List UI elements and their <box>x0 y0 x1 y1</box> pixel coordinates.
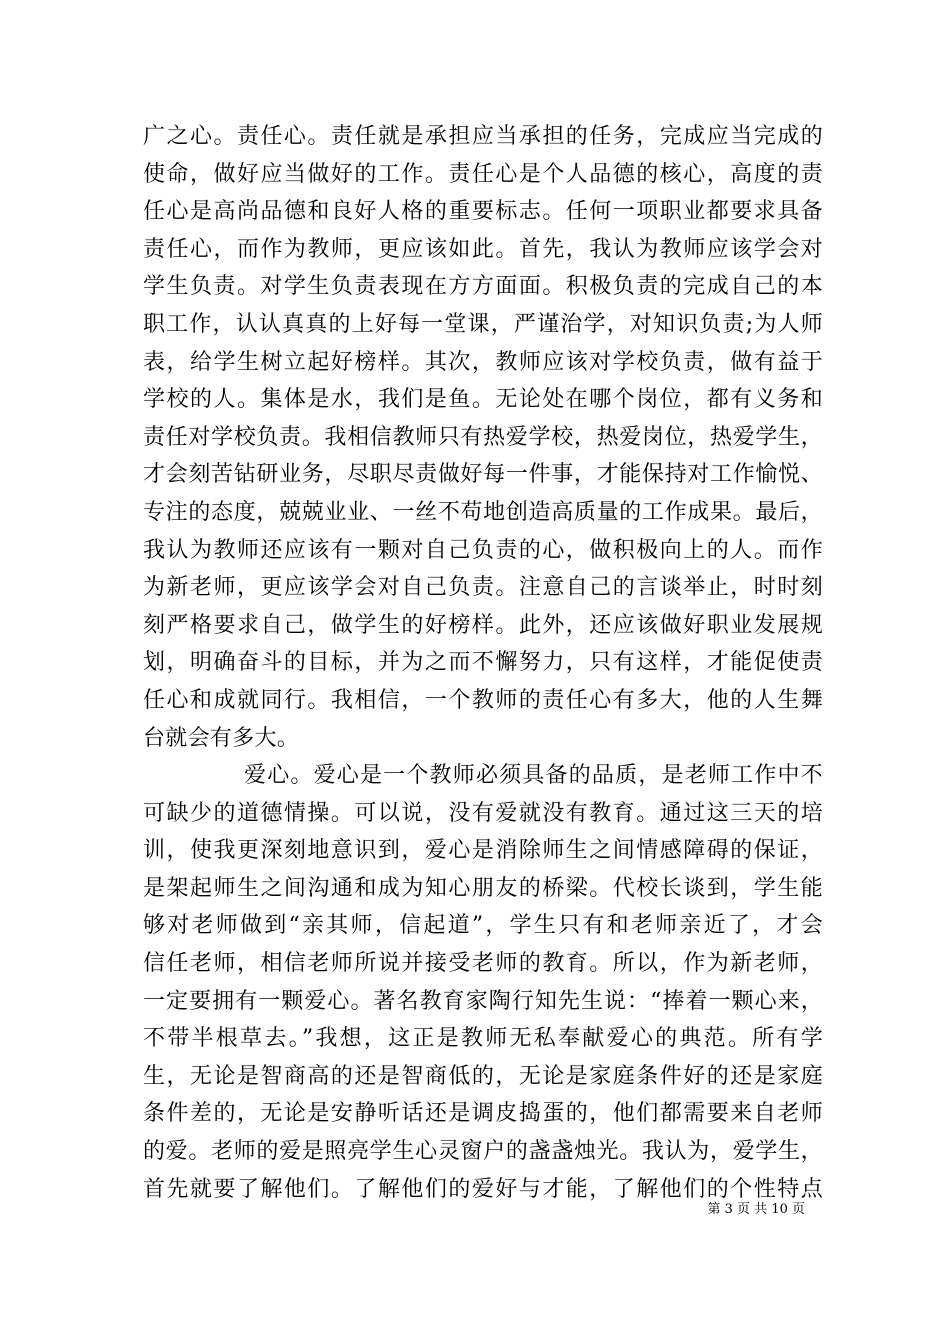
text-line: 首先就要了解他们。了解他们的爱好与才能，了解他们的个性特点 <box>143 1176 823 1202</box>
text-line: 够对老师做到“亲其师，信起道”，学生只有和老师亲近了，才会 <box>143 913 823 939</box>
text-line: 表，给学生树立起好榜样。其次，教师应该对学校负责，做有益于 <box>143 349 823 375</box>
text-line: 是架起师生之间沟通和成为知心朋友的桥梁。代校长谈到，学生能 <box>143 875 823 901</box>
document-body <box>143 118 823 1208</box>
text-line: 划，明确奋斗的目标，并为之而不懈努力，只有这样，才能促使责 <box>143 650 823 676</box>
text-line: 条件差的，无论是安静听话还是调皮捣蛋的，他们都需要来自老师 <box>143 1101 823 1127</box>
text-line: 专注的态度，兢兢业业、一丝不苟地创造高质量的工作成果。最后， <box>143 499 823 525</box>
text-line: 才会刻苦钻研业务，尽职尽责做好每一件事，才能保持对工作愉悦、 <box>143 462 823 488</box>
page-footer <box>0 1201 950 1219</box>
paragraph-love <box>143 757 823 1208</box>
text-line: 责任心，而作为教师，更应该如此。首先，我认为教师应该学会对 <box>143 236 823 262</box>
text-line: 一定要拥有一颗爱心。著名教育家陶行知先生说：“捧着一颗心来， <box>143 988 823 1014</box>
text-line: 信任老师，相信老师所说并接受老师的教育。所以，作为新老师， <box>143 951 823 977</box>
text-line: 我认为教师还应该有一颗对自己负责的心，做积极向上的人。而作 <box>143 537 823 563</box>
paragraph-responsibility <box>143 118 823 757</box>
text-line: 学生负责。对学生负责表现在方方面面。积极负责的完成自己的本 <box>143 274 823 300</box>
text-line: 任心是高尚品德和良好人格的重要标志。任何一项职业都要求具备 <box>143 199 823 225</box>
text-line: 爱心。爱心是一个教师必须具备的品质，是老师工作中不 <box>244 763 823 789</box>
text-line: 职工作，认认真真的上好每一堂课，严谨治学，对知识负责;为人师 <box>143 311 823 337</box>
text-line: 广之心。责任心。责任就是承担应当承担的任务，完成应当完成的 <box>143 124 823 149</box>
text-line: 使命，做好应当做好的工作。责任心是个人品德的核心，高度的责 <box>143 161 823 187</box>
text-line: 的爱。老师的爱是照亮学生心灵窗户的盏盏烛光。我认为，爱学生， <box>143 1139 823 1165</box>
text-line: 刻严格要求自己，做学生的好榜样。此外，还应该做好职业发展规 <box>143 612 823 638</box>
page-number: 第 3 页 共 10 页 <box>707 1202 805 1217</box>
text-line: 可缺少的道德情操。可以说，没有爱就没有教育。通过这三天的培 <box>143 800 823 826</box>
text-line: 台就会有多大。 <box>143 725 300 751</box>
text-line: 责任对学校负责。我相信教师只有热爱学校，热爱岗位，热爱学生， <box>143 424 823 450</box>
text-line: 训，使我更深刻地意识到，爱心是消除师生之间情感障碍的保证， <box>143 838 823 864</box>
text-line: 为新老师，更应该学会对自己负责。注意自己的言谈举止，时时刻 <box>143 575 823 601</box>
text-line: 生，无论是智商高的还是智商低的，无论是家庭条件好的还是家庭 <box>143 1063 823 1089</box>
text-line: 不带半根草去。”我想，这正是教师无私奉献爱心的典范。所有学 <box>143 1026 823 1052</box>
text-line: 任心和成就同行。我相信，一个教师的责任心有多大，他的人生舞 <box>143 687 823 713</box>
text-line: 学校的人。集体是水，我们是鱼。无论处在哪个岗位，都有义务和 <box>143 387 823 413</box>
